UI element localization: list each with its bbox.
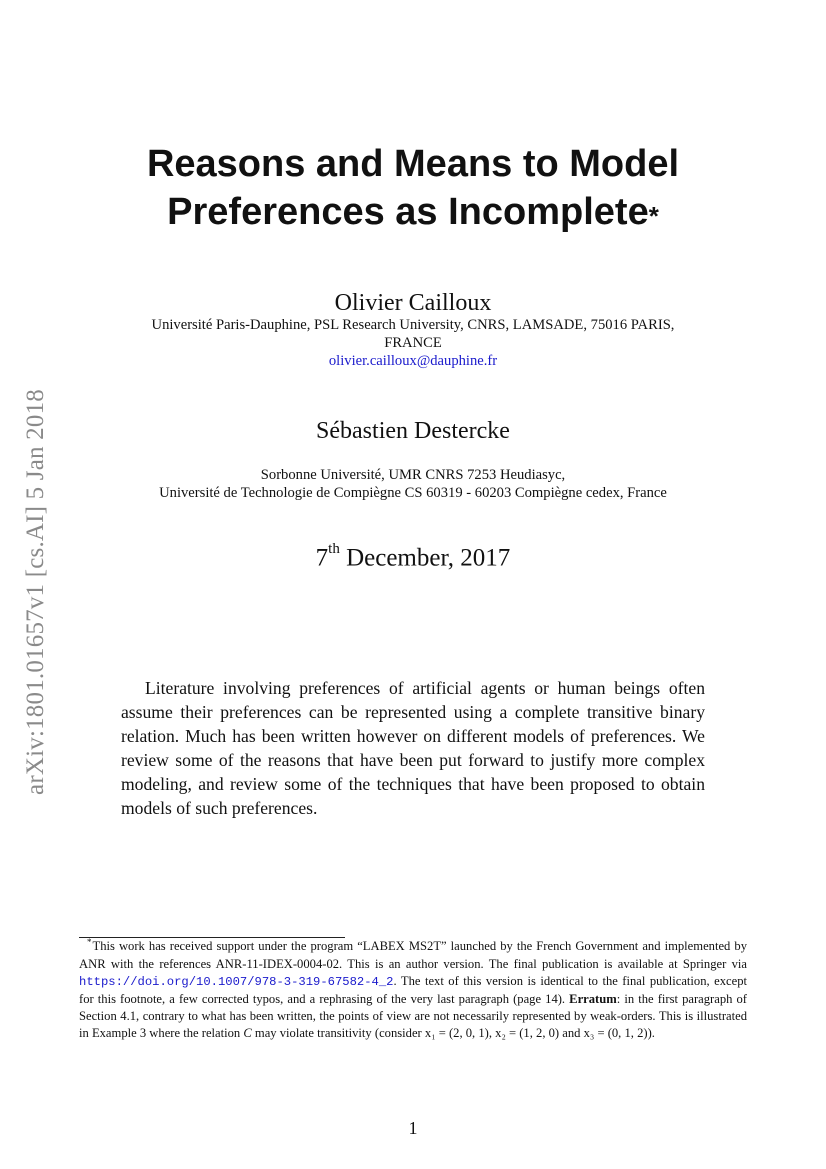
arxiv-identifier-text: arXiv:1801.01657v1 [cs.AI] 5 Jan 2018: [22, 389, 49, 795]
title-footnote-marker: *: [648, 201, 659, 231]
date-day: 7: [315, 544, 329, 572]
title-line-2: [100, 188, 726, 236]
author-affiliation-2: [90, 466, 736, 502]
example-x3: x₃ = (0, 1, 2): [583, 1026, 648, 1041]
author-name-1: Olivier Cailloux: [334, 290, 492, 316]
date-rest: December, 2017: [339, 544, 511, 572]
footnote-marker: *: [87, 937, 92, 947]
affiliation-2-line-2: Université de Technologie de Compiègne CS 60319 - 60203 Compiègne cedex, France: [159, 485, 667, 501]
affiliation-1-line-1: Université Paris-Dauphine, PSL Research University, CNRS, LAMSADE, 75016 PARIS,: [151, 317, 675, 333]
page-number: 1: [408, 1118, 418, 1138]
footnote-sep-2: and: [559, 1026, 584, 1041]
author-name-2: Sébastien Destercke: [316, 418, 510, 444]
affiliation-1-line-2: FRANCE: [384, 335, 442, 351]
footnote-part-1: This work has received support under the program “LABEX MS2T” launched by the French Government and implemented by ANR with the references ANR-11-IDEX-0004-02. This is an author version. The final publication is available at Springer via: [79, 939, 747, 972]
footnote-sep-1: ,: [488, 1026, 496, 1041]
title-line-1: Reasons and Means to Model: [146, 143, 680, 185]
paper-date: [100, 541, 726, 572]
footnote-part-3: : in the first paragraph of Section 4.1, contrary to what has been written, the points of view are not necessarily represented by weak-orders. This is illustrated in Example 3 where the relation: [79, 992, 747, 1041]
footnote: [79, 938, 747, 1043]
example-x2: x₂ = (1, 2, 0): [495, 1026, 560, 1041]
affiliation-2-line-1: Sorbonne Université, UMR CNRS 7253 Heudiasyc,: [260, 467, 566, 483]
footnote-end: ).: [647, 1026, 655, 1041]
date-day-suffix: th: [328, 541, 340, 557]
footnote-part-2: . The text of this version is identical to the final publication, except for this footnote, a few corrected typos, and a rephrasing of the very last paragraph (page 14).: [79, 974, 747, 1007]
title-line-2-text: Preferences as Incomplete: [167, 191, 649, 233]
erratum-label: Erratum: [569, 992, 617, 1007]
relation-symbol: C: [243, 1026, 252, 1041]
author-affiliation-1: [90, 316, 736, 370]
footnote-part-4: may violate transitivity (consider: [251, 1026, 425, 1041]
example-x1: x₁ = (2, 0, 1): [424, 1026, 489, 1041]
author-email-link[interactable]: olivier.cailloux@dauphine.fr: [328, 353, 498, 369]
abstract-paragraph: Literature involving preferences of artificial agents or human beings often assume their preferences can be represented using a complete transitive binary relation. Much has been written however on different models of preferences. We review some of the reasons that have been put forward to justify more complex modeling, and review some of the techniques that have been proposed to obtain models of such preferences.: [121, 677, 705, 818]
doi-link[interactable]: https://doi.org/10.1007/978-3-319-67582-4_2: [79, 975, 394, 990]
paper-title: [100, 140, 726, 236]
